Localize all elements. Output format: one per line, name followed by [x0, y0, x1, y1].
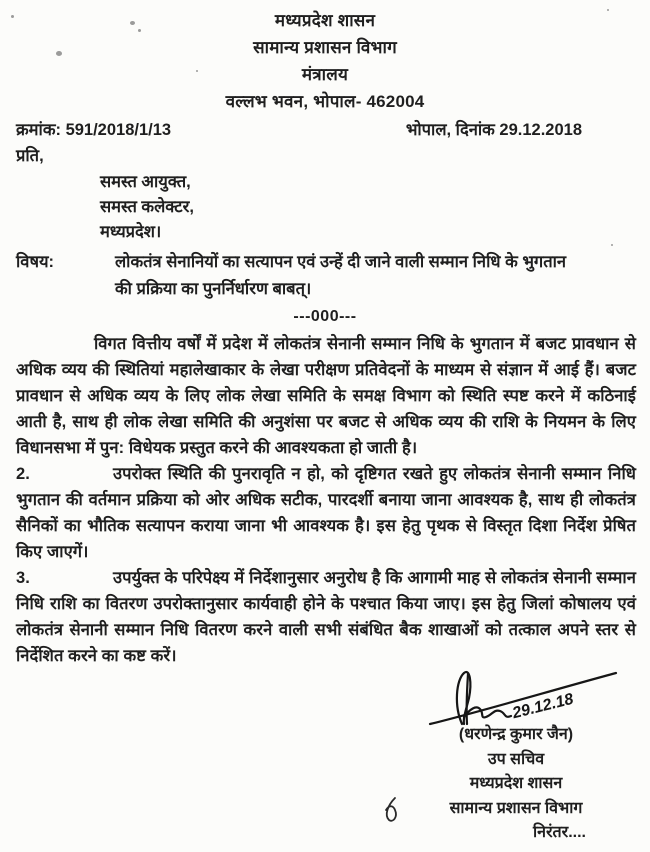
continuation-note: निरंतर....: [532, 824, 586, 841]
ink-speck: [11, 15, 14, 18]
letterhead-department-name: सामान्य प्रशासन विभाग: [253, 38, 397, 57]
addressee-line: समस्त आयुक्त,: [100, 173, 191, 191]
reference-number: क्रमांक: 591/2018/1/13: [16, 121, 172, 139]
salutation: प्रति,: [16, 147, 44, 165]
subject-row: [0, 249, 650, 303]
signature-block: [396, 668, 636, 846]
place-and-date: भोपाल, दिनांक 29.12.2018: [405, 121, 582, 139]
signatory-org-line1: मध्यप्रदेश शासन: [469, 775, 563, 792]
signatory-designation: उप सचिव: [487, 750, 545, 768]
ink-speck: [138, 29, 141, 32]
letterhead-ministry: मंत्रालय: [301, 65, 349, 84]
subject-label: विषय:: [16, 253, 55, 271]
ink-speck: [611, 244, 613, 246]
addressee-line: मध्यप्रदेश।: [100, 223, 162, 241]
ink-speck: [130, 21, 135, 25]
paragraph-number: 3.: [16, 569, 30, 587]
handwritten-date: 29.12.18: [510, 690, 576, 723]
signatory-name: (धरणेन्द्र कुमार जैन): [458, 726, 574, 743]
section-separator: ---000---: [293, 308, 357, 325]
letterhead-address: वल्लभ भवन, भोपाल- 462004: [225, 92, 425, 111]
reference-row: [0, 115, 650, 143]
ink-speck: [196, 70, 198, 72]
paragraph-text: उपरोक्त स्थिति की पुनरावृति न हो, को दृष्टिगत रखते हुए लोकतंत्र सेनानी सम्मान निधि भुगतान की वर्तमान प्रक्रिया को ओर अधिक सटीक, पारदर्शी बनाया जाना आवश्यक है, साथ ही लोकतंत्र सैनिकों का भौतिक सत्यापन कराया जाना भी आवश्यक है। इस हेतु पृथक से विस्तृत दिशा निर्देश प्रेषित किए जाएगें।: [16, 465, 636, 561]
letterhead-government-name: मध्यप्रदेश शासन: [274, 11, 376, 30]
body-paragraph-1: [0, 331, 650, 461]
body-paragraph-3: [0, 565, 650, 669]
signature-area: [396, 668, 636, 726]
ink-speck: [56, 51, 62, 56]
paragraph-number: 2.: [16, 465, 30, 483]
body-paragraph-2: [0, 461, 650, 565]
signatory-org-line2: सामान्य प्रशासन विभाग: [449, 799, 583, 817]
subject-text: लोकतंत्र सेनानियों का सत्यापन एवं उन्हें दी जाने वाली सम्मान निधि के भुगतान की प्रक्रिया का पुनर्निर्धारण बाबत्।: [115, 253, 567, 298]
paragraph-text: विगत वित्तीय वर्षों में प्रदेश में लोकतंत्र सेनानी सम्मान निधि के भुगतान में बजट प्रावधान से अधिक व्यय की स्थितियां महालेखाकार के लेखा परीक्षण प्रतिवेदनों के माध्यम से संज्ञान में आई हैं। बजट प्रावधान से अधिक व्यय के लिए लोक लेखा समिति के समक्ष विभाग को स्थिति स्पष्ट करने में कठिनाई आती है, साथ ही लोक लेखा समिति की अनुशंसा पर बजट से अधिक व्यय की राशि के नियमन के लिए विधानसभा में पुन: विधेयक प्रस्तुत करने की आवश्यकता हो जाती है।: [16, 335, 636, 457]
addressee-block: [0, 170, 650, 245]
paragraph-text: उपर्युक्त के परिपेक्ष्य में निर्देशानुसार अनुरोध है कि आगामी माह से लोकतंत्र सेनानी सम्मान निधि राशि का वितरण उपरोक्तानुसार कार्यवाही होने के पश्चात किया जाए। इस हेतु जिलां कोषालय एवं लोकतंत्र सेनानी सम्मान निधि वितरण करने वाली सभी संबंधित बैक शाखाओं को तत्काल अपने स्तर से निर्देशित करने का कष्ट करें।: [16, 569, 636, 665]
handwritten-mark-icon: [382, 796, 404, 826]
letterhead: [0, 0, 650, 115]
addressee-line: समस्त कलेक्टर,: [100, 198, 194, 216]
ink-speck: [607, 9, 609, 11]
